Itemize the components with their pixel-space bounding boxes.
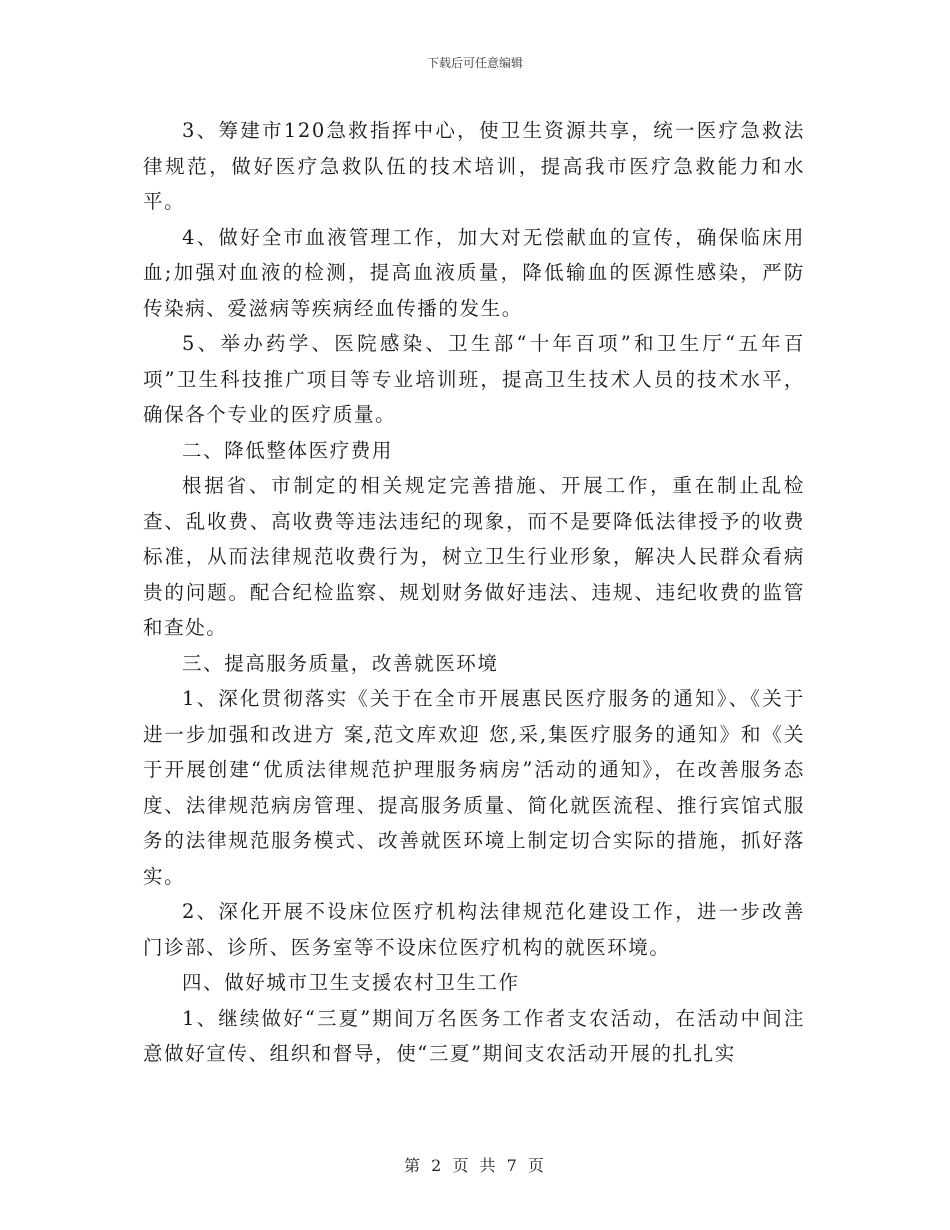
paragraph-item-5: 5、举办药学、医院感染、卫生部“十年百项”和卫生厅“五年百项”卫生科技推广项目等专业培训班，提高卫生技术人员的技术水平，确保各个专业的医疗质量。	[143, 332, 805, 426]
section-heading-4: 四、做好城市卫生支援农村卫生工作	[182, 971, 520, 994]
page-header: 下载后可任意编辑	[426, 56, 523, 70]
paragraph-rural-1: 1、继续做好“三夏”期间万名医务工作者支农活动，在活动中间注意做好宣传、组织和督导，使“三夏”期间支农活动开展的扎扎实	[143, 1006, 805, 1065]
paragraph-cost-control: 根据省、市制定的相关规定完善措施、开展工作，重在制止乱检查、乱收费、高收费等违法违纪的现象，而不是要降低法律授予的收费标准，从而法律规范收费行为，树立卫生行业形象，解决人民群众看病贵的问题。配合纪检监察、规划财务做好违法、违规、违纪收费的监管和查处。	[143, 474, 805, 639]
page-number: 第 2 页 共 7 页	[404, 1156, 546, 1175]
section-heading-3: 三、提高服务质量，改善就医环境	[182, 651, 499, 675]
paragraph-service-2: 2、深化开展不设床位医疗机构法律规范化建设工作，进一步改善门诊部、诊所、医务室等不设床位医疗机构的就医环境。	[143, 900, 805, 959]
paragraph-item-3: 3、筹建市120急救指挥中心，使卫生资源共享，统一医疗急救法律规范，做好医疗急救队伍的技术培训，提高我市医疗急救能力和水平。	[143, 119, 805, 213]
section-heading-2: 二、降低整体医疗费用	[182, 438, 394, 462]
document-body	[143, 113, 805, 1072]
paragraph-item-4: 4、做好全市血液管理工作，加大对无偿献血的宣传，确保临床用血;加强对血液的检测，提高血液质量，降低输血的医源性感染，严防传染病、爱滋病等疾病经血传播的发生。	[143, 225, 805, 320]
paragraph-service-1: 1、深化贯彻落实《关于在全市开展惠民医疗服务的通知》、《关于进一步加强和改进方 案,范文库欢迎 您,采,集医疗服务的通知》和《关于开展创建“优质法律规范护理服务病房”活动的通知》，在改善服务态度、法律规范病房管理、提高服务质量、简化就医流程、推行宾馆式服务的法律规范服务模式、改善就医环境上制定切合实际的措施，抓好落实。	[143, 687, 805, 888]
